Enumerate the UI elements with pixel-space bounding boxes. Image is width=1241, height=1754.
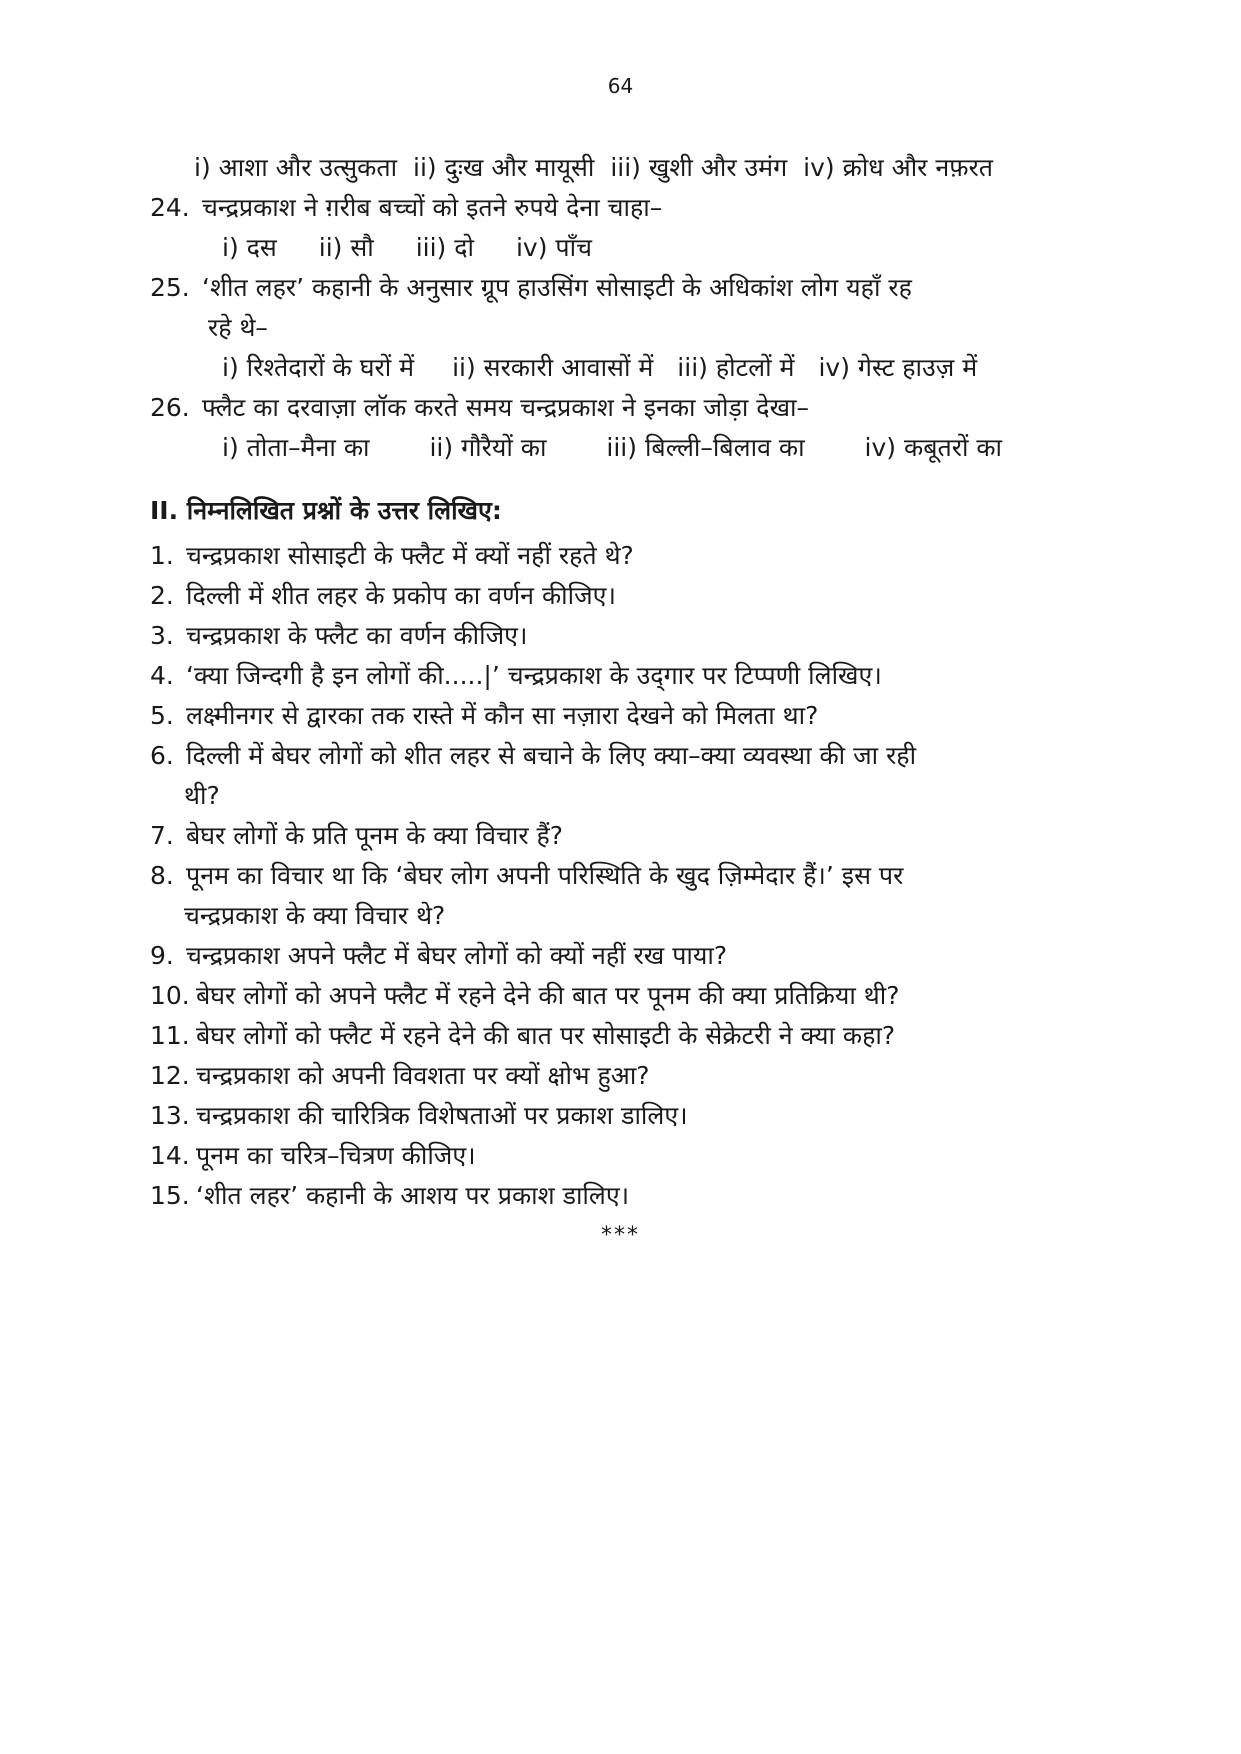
question-text: ‘शीत लहर’ कहानी के अनुसार ग्रूप हाउसिंग सोसाइटी के अधिकांश लोग यहाँ रह — [202, 273, 912, 302]
option: ii) सौ — [318, 233, 374, 262]
question-number: 9. — [150, 941, 174, 970]
end-marker: *** — [601, 1223, 640, 1248]
question-text: पूनम का चरित्र–चित्रण कीजिए। — [196, 1141, 476, 1170]
question-number: 26. — [150, 393, 190, 422]
q23-options — [0, 148, 1241, 188]
option: ii) गौरैयों का — [429, 433, 547, 462]
question-text: बेघर लोगों को अपने फ्लैट में रहने देने की बात पर पूनम की क्या प्रतिक्रिया थी? — [196, 981, 900, 1010]
q26-options — [0, 428, 1241, 468]
question-number: 8. — [150, 861, 174, 890]
question-item — [0, 536, 1241, 576]
option: iii) बिल्ली–बिलाव का — [606, 433, 805, 462]
q25-options — [0, 348, 1241, 388]
question-number: 12. — [150, 1061, 190, 1090]
question-item — [0, 936, 1241, 976]
question-item-cont — [0, 896, 1241, 936]
question-item — [0, 656, 1241, 696]
option: iv) पाँच — [515, 233, 592, 262]
option: ii) सरकारी आवासों में — [452, 353, 654, 382]
question-text-cont: चन्द्रप्रकाश के क्या विचार थे? — [184, 901, 446, 930]
option: iv) कबूतरों का — [864, 433, 1003, 462]
question-item — [0, 1016, 1241, 1056]
section-heading: II. निम्नलिखित प्रश्नों के उत्तर लिखिए: — [150, 496, 502, 525]
option: iii) खुशी और उमंग — [610, 153, 788, 182]
option: i) आशा और उत्सुकता — [194, 153, 398, 182]
question-number: 14. — [150, 1141, 190, 1170]
question-24 — [0, 188, 1241, 228]
question-number: 10. — [150, 981, 190, 1010]
option: i) दस — [222, 233, 277, 262]
question-text: चन्द्रप्रकाश के फ्लैट का वर्णन कीजिए। — [186, 621, 528, 650]
question-item — [0, 1176, 1241, 1216]
option: ii) दुःख और मायूसी — [413, 153, 595, 182]
option: iii) होटलों में — [677, 353, 795, 382]
question-number: 2. — [150, 581, 174, 610]
question-item — [0, 856, 1241, 896]
question-item-cont — [0, 776, 1241, 816]
option: iv) क्रोध और नफ़रत — [803, 153, 993, 182]
q24-options — [0, 228, 1241, 268]
question-text-cont: रहे थे– — [208, 313, 268, 342]
question-number: 15. — [150, 1181, 190, 1210]
option: i) तोता–मैना का — [222, 433, 370, 462]
question-text: ‘क्या जिन्दगी है इन लोगों की.....|’ चन्द्रप्रकाश के उद्‌गार पर टिप्पणी लिखिए। — [186, 661, 882, 690]
question-item — [0, 1136, 1241, 1176]
page-content — [0, 148, 1241, 1256]
question-text: चन्द्रप्रकाश को अपनी विवशता पर क्यों क्षोभ हुआ? — [196, 1061, 650, 1090]
question-number: 5. — [150, 701, 174, 730]
question-text-cont: थी? — [184, 781, 220, 810]
question-item — [0, 976, 1241, 1016]
question-text: बेघर लोगों को फ्लैट में रहने देने की बात पर सोसाइटी के सेक्रेटरी ने क्या कहा? — [196, 1021, 896, 1050]
question-text: चन्द्रप्रकाश ने ग़रीब बच्चों को इतने रुपये देना चाहा– — [202, 193, 663, 222]
question-item — [0, 616, 1241, 656]
question-number: 25. — [150, 273, 190, 302]
question-number: 11. — [150, 1021, 190, 1050]
question-item — [0, 696, 1241, 736]
question-text: फ्लैट का दरवाज़ा लॉक करते समय चन्द्रप्रकाश ने इनका जोड़ा देखा– — [202, 393, 809, 422]
question-item — [0, 1056, 1241, 1096]
question-text: चन्द्रप्रकाश अपने फ्लैट में बेघर लोगों को क्यों नहीं रख पाया? — [186, 941, 728, 970]
question-item — [0, 1096, 1241, 1136]
question-text: दिल्ली में बेघर लोगों को शीत लहर से बचाने के लिए क्या–क्या व्यवस्था की जा रही — [186, 741, 917, 770]
option: iv) गेस्ट हाउज़ में — [818, 353, 978, 382]
question-26 — [0, 388, 1241, 428]
question-number: 6. — [150, 741, 174, 770]
question-number: 1. — [150, 541, 174, 570]
question-number: 24. — [150, 193, 190, 222]
question-number: 3. — [150, 621, 174, 650]
question-text: दिल्ली में शीत लहर के प्रकोप का वर्णन कीजिए। — [186, 581, 616, 610]
question-text: चन्द्रप्रकाश की चारित्रिक विशेषताओं पर प्रकाश डालिए। — [196, 1101, 688, 1130]
question-text: चन्द्रप्रकाश सोसाइटी के फ्लैट में क्यों नहीं रहते थे? — [186, 541, 634, 570]
question-item — [0, 816, 1241, 856]
question-25 — [0, 268, 1241, 308]
question-text: ‘शीत लहर’ कहानी के आशय पर प्रकाश डालिए। — [196, 1181, 630, 1210]
page-number: 64 — [607, 74, 634, 98]
question-number: 4. — [150, 661, 174, 690]
question-item — [0, 736, 1241, 776]
question-text: लक्ष्मीनगर से द्वारका तक रास्ते में कौन सा नज़ारा देखने को मिलता था? — [186, 701, 819, 730]
question-number: 7. — [150, 821, 174, 850]
question-text: पूनम का विचार था कि ‘बेघर लोग अपनी परिस्थिति के खुद ज़िम्मेदार हैं।’ इस पर — [186, 861, 904, 890]
question-item — [0, 576, 1241, 616]
question-text: बेघर लोगों के प्रति पूनम के क्या विचार हैं? — [186, 821, 564, 850]
question-number: 13. — [150, 1101, 190, 1130]
option: iii) दो — [415, 233, 474, 262]
option: i) रिश्तेदारों के घरों में — [222, 353, 415, 382]
question-25-cont — [0, 308, 1241, 348]
